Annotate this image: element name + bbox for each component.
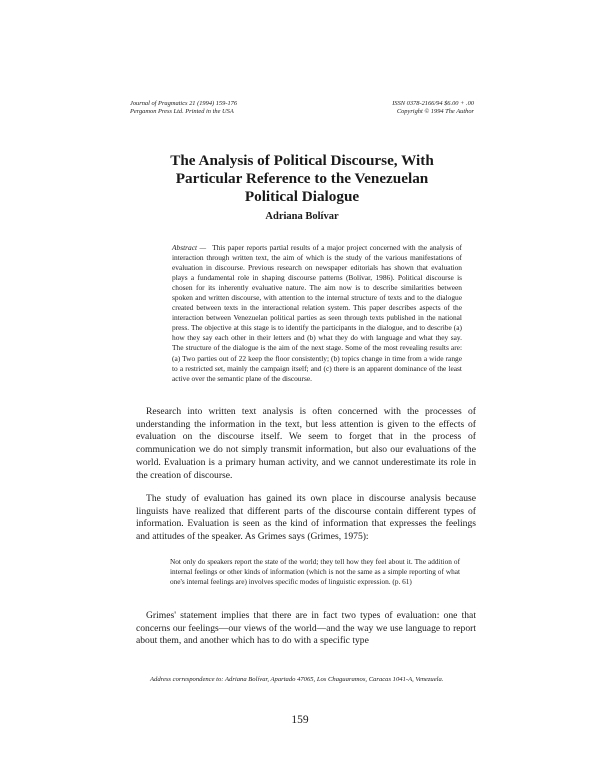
issn-line: ISSN 0378-2166/94 $6.00 + .00 xyxy=(392,100,474,107)
page-number: 159 xyxy=(291,714,309,726)
abstract xyxy=(172,243,462,384)
paragraph: Research into written text analysis is often concerned with the processes of understanding the information in the text, but less attention is given to the effects of evaluation on the discourse itself. We seem to forget that in the process of communication we do not simply transmit information, but also our evaluations of the world. Evaluation is a primary human activity, and we cannot underestimate its role in the creation of discourse. xyxy=(136,406,476,481)
body-paragraph-2 xyxy=(136,493,476,544)
publisher-line: Pergamon Press Ltd. Printed in the USA xyxy=(130,108,234,115)
header-right xyxy=(324,100,474,116)
copyright-line: Copyright © 1994 The Author xyxy=(396,108,474,115)
title-line: The Analysis of Political Discourse, With xyxy=(170,152,434,169)
block-quote: Not only do speakers report the state of the world; they tell how they feel about it. The addition of internal feelings or other kinds of information (which is not the same as a simple reporting of what one's internal feelings are) involves specific modes of linguistic expression. (p. 61) xyxy=(170,557,460,586)
header-left xyxy=(130,100,320,116)
body-paragraph-1 xyxy=(136,406,476,482)
title-line: Political Dialogue xyxy=(244,188,360,205)
title-line: Particular Reference to the Venezuelan xyxy=(175,170,429,187)
author-name: Adriana Bolívar xyxy=(265,211,339,222)
article-title xyxy=(120,152,484,206)
paragraph: Grimes' statement implies that there are in fact two types of evaluation: one that concerns our feelings—our views of the world—and the way we use language to report about them, and another which has to do with a specific type xyxy=(136,610,476,647)
body-paragraph-3 xyxy=(136,610,476,648)
abstract-text: This paper reports partial results of a major project concerned with the analysis of interaction through written text, the aim of which is the study of the various manifestations of evaluation in discourse. Previous research on newspaper editorials has shown that evaluation plays a fundamental role in shaping discourse patterns (Bolívar, 1986). Political discourse is chosen for its inherently evaluative nature. The aim now is to describe similarities between spoken and written discourse, with attention to the internal structure of texts and to the dialogue created between texts in the interactional relation system. This paper describes aspects of the interaction between Venezuelan political parties as seen through texts published in the national press. The objective at this stage is to identify the participants in the dialogue, and to describe (a) how they say each other in their letters and (b) what they do with language and what they say. The structure of the dialogue is the aim of the next stage. Some of the most revealing results are: (a) Two parties out of 22 keep the floor consistently; (b) topics change in time from a wide range to a restricted set, mainly the campaign itself; and (c) there is an apparent dominance of the least active over the semantic plane of the discourse. xyxy=(172,243,462,383)
correspondence-footnote: Address correspondence to: Adriana Bolívar, Apartado 47065, Los Chaguaramos, Caracas 1041-A, Venezuela. xyxy=(150,676,444,683)
journal-citation: Journal of Pragmatics 21 (1994) 159-176 xyxy=(130,100,238,107)
paragraph: The study of evaluation has gained its own place in discourse analysis because linguists have realized that different parts of the discourse contain different types of information. Evaluation is seen as the kind of information that expresses the feelings and attitudes of the speaker. As Grimes says (Grimes, 1975): xyxy=(136,493,476,543)
abstract-label: Abstract — xyxy=(172,243,207,252)
